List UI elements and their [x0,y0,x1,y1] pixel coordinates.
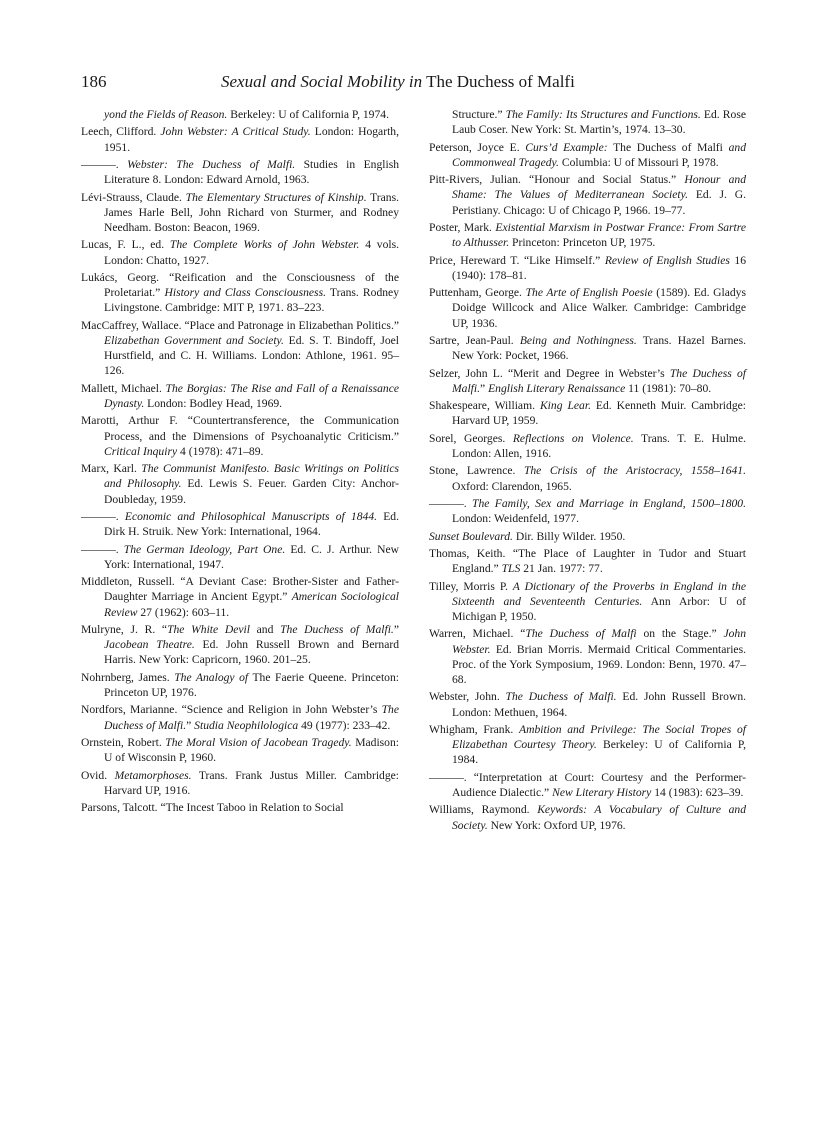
entry-title-text: Jacobean Theatre. [104,638,195,652]
page-number: 186 [81,72,107,91]
entry-text: London: Weidenfeld, 1977. [452,512,580,526]
entry-title-text: The Family, Sex and Marriage in England, 1500–1800. [472,496,746,510]
bibliography-entry [429,285,746,331]
entry-text: Sorel, Georges. [429,431,513,445]
bibliography-entry [429,431,746,461]
entry-text: Selzer, John L. “Merit and Degree in Webster’s [429,366,670,380]
entry-text: Warren, Michael. “ [429,627,526,641]
entry-title-text: The Duchess of Malfi. [104,703,399,732]
entry-title-text: King Lear. [539,399,591,413]
entry-text: Marx, Karl. [81,462,142,476]
entry-title-text: Economic and Philosophical Manuscripts of 1844. [124,509,378,523]
entry-title-text: The Duchess of Malfi. [280,622,394,636]
running-head-italic: Sexual and Social Mobility in [221,72,423,91]
entry-title-text: Webster: The Duchess of Malfi. [127,157,296,171]
entry-text: Mallett, Michael. [81,381,166,395]
entry-title-text: Elizabethan Government and Society. [104,333,284,347]
entry-text: Ed. Dirk H. Struik. New York: International, 1964. [104,509,399,539]
bibliography-entry [429,140,746,170]
entry-text: Berkeley: U of California P, 1974. [227,108,389,121]
bibliography-entry [429,107,746,137]
entry-title-text: The Complete Works of John Webster. [169,238,360,252]
entry-text: Shakespeare, William. [429,399,540,413]
entry-text: ———. [81,509,125,523]
entry-text: Lévi-Strauss, Claude. [81,190,186,204]
bibliography-entry [81,318,399,379]
entry-text: Ed. J. G. Peristiany. Chicago: U of Chicago P, 1966. 19–77. [452,188,746,217]
bibliography-entry [429,496,746,526]
entry-text: Nohrnberg, James. [81,670,175,684]
bibliography-entry [429,529,746,544]
entry-text: ———. [81,157,128,171]
bibliography-entry [429,253,746,283]
entry-text: Ed. C. J. Arthur. New York: International, 1947. [104,542,400,571]
entry-text: 16 (1940): 178–81. [452,253,746,282]
bibliography-entry [429,722,746,768]
bibliography-entry [429,802,746,832]
entry-text: 4 vols. London: Chatto, 1927. [104,238,400,267]
entry-text: Stone, Lawrence. [429,464,524,478]
entry-text: ———. [81,542,124,556]
entry-text: on the Stage.” [636,627,724,641]
entry-title-text: and Commonweal Tragedy. [452,140,746,169]
entry-text: Ed. Kenneth Muir. Cambridge: Harvard UP, 1959. [452,399,746,428]
entry-title-text: The Borgias: The Rise and Fall of a Renaissance Dynasty. [104,381,399,410]
entry-title-text: Studia Neophilologica [194,718,299,732]
entry-text: Mulryne, J. R. “ [81,622,168,636]
bibliography-entry [81,461,399,507]
entry-text: Ed. Brian Morris. Mermaid Critical Commentaries. Proc. of the York Symposium, 1969. London: Benn, 1970. 47–68. [452,642,746,686]
entry-text: Ed. Lewis S. Feuer. Garden City: Anchor-Doubleday, 1959. [104,477,399,506]
entry-text: ” [186,718,195,732]
bibliography-entry [429,220,746,250]
bibliography-entry [429,366,746,396]
entry-text: 4 (1978): 471–89. [177,444,264,458]
bibliography-entry [81,702,399,732]
entry-title-text: American Sociological Review [104,590,399,619]
entry-title-text: The Analogy of [174,670,249,684]
entry-text: The Duchess of Malfi [607,140,729,154]
entry-text: 11 (1981): 70–80. [625,381,712,395]
entry-text: Dir. Billy Wilder. 1950. [512,529,626,543]
entry-text: Peterson, Joyce E. [429,140,526,154]
entry-title-text: The Communist Manifesto. Basic Writings on Politics and Philosophy. [104,462,399,491]
bibliography-entry [429,579,746,625]
entry-title-text: History and Class Consciousness. [164,286,326,300]
entry-text: Lukács, Georg. “Reification and the Consciousness of the Proletariat.” [81,270,399,300]
entry-text: London: Bodley Head, 1969. [144,396,283,410]
entry-title-text: Critical Inquiry [104,444,178,458]
entry-text: Trans. T. E. Hulme. London: Allen, 1916. [452,431,746,460]
entry-title-text: The Duchess of Malfi. [452,366,746,395]
entry-text: Trans. Hazel Barnes. New York: Pocket, 1966. [452,333,746,363]
entry-text: (1589). Ed. Gladys Doidge Willcock and Alice Walker. Cambridge: Cambridge UP, 1936. [452,286,746,330]
entry-text: ” [393,622,399,636]
entry-title-text: Ambition and Privilege: The Social Tropes of Elizabethan Courtesy Theory. [452,722,746,752]
entry-title-text: Sunset Boulevard. [429,529,513,543]
entry-title-text: Being and Nothingness. [519,333,637,347]
entry-text: 21 Jan. 1977: 77. [520,562,603,576]
entry-title-text: Curs’d Example: [525,140,608,154]
entry-title-text: John Webster: A Critical Study. [160,125,311,139]
entry-text: ———. “Interpretation at Court: Courtesy and the Performer-Audience Dialectic.” [429,770,746,799]
entry-title-text: New Literary History [552,785,652,799]
entry-text: Puttenham, George. [429,286,526,300]
entry-title-text: The German Ideology, Part One. [123,542,286,556]
entry-text: Ed. John Russell Brown and Bernard Harris. New York: Capricorn, 1960. 201–25. [104,638,400,667]
entry-text: Whigham, Frank. [429,722,519,736]
entry-text: Ed. S. T. Bindoff, Joel Hurstfield, and C. H. Williams. London: Athlone, 1961. 95–126. [104,333,399,378]
entry-text: Ann Arbor: U of Michigan P, 1950. [452,594,746,623]
entry-text: Nordfors, Marianne. “Science and Religion in John Webster’s [81,703,382,717]
entry-text: Pitt-Rivers, Julian. “Honour and Social Status.” [429,173,685,187]
right-column [429,107,746,835]
bibliography-entry [429,398,746,428]
entry-title-text: The Crisis of the Aristocracy, 1558–1641. [523,464,746,478]
entry-text: Middleton, Russell. “A Deviant Case: Brother-Sister and Father-Daughter Marriage in Ancient Egypt.” [81,575,399,604]
entry-text: Trans. Rodney Livingstone. Cambridge: MIT P, 1971. 83–223. [104,286,399,315]
entry-text: Studies in English Literature 8. London: Edward Arnold, 1963. [104,157,399,187]
entry-text: Price, Hereward T. “Like Himself.” [429,253,605,267]
entry-text: Marotti, Arthur F. “Countertransference, the Communication Process, and the Dimensions of Psychoanalytic Criticism.” [81,414,399,443]
entry-text: Columbia: U of Missouri P, 1978. [558,155,719,169]
running-head [221,72,746,92]
running-head-roman: The Duchess of Malfi [426,72,575,91]
bibliography-entry [81,670,399,700]
entry-text: Princeton: Princeton UP, 1975. [509,236,656,250]
entry-text: ” [480,381,489,395]
entry-text: Webster, John. [429,690,506,704]
bibliography-entry [81,768,399,798]
bibliography-entry [81,574,399,620]
bibliography-entry [429,770,746,800]
entry-title-text: TLS [501,562,521,576]
bibliography-entry [429,333,746,363]
entry-text: Structure.” [452,108,506,121]
entry-text: Ed. Rose Laub Coser. New York: St. Martin’s, 1974. 13–30. [452,108,746,137]
entry-text: ———. [429,496,473,510]
entry-text: Leech, Clifford. [81,125,161,139]
entry-title-text: Keywords: A Vocabulary of Culture and Society. [452,803,747,832]
entry-title-text: yond the Fields of Reason. [104,108,228,121]
entry-text: MacCaffrey, Wallace. “Place and Patronage in Elizabethan Politics.” [81,318,399,332]
bibliography-entry [429,172,746,218]
entry-text: The Faerie Queene. Princeton: Princeton UP, 1976. [104,670,399,699]
entry-text: Parsons, Talcott. “The Incest Taboo in Relation to Social [81,801,344,815]
entry-title-text: John Webster. [452,627,746,656]
left-column [81,107,399,818]
page-header [81,72,746,94]
bibliography-entry [81,237,399,267]
entry-text: Trans. James Harle Bell, John Richard von Sturmer, and Rodney Needham. Boston: Beacon, 1969. [104,190,399,234]
bibliography-entry [81,107,399,122]
entry-title-text: Honour and Shame: The Values of Mediterranean Society. [452,173,746,202]
bibliography-entry [81,381,399,411]
entry-text: Ornstein, Robert. [81,735,166,749]
entry-title-text: The Elementary Structures of Kinship. [185,190,367,204]
entry-text: Lucas, F. L., ed. [81,238,170,252]
entry-title-text: The Arte of English Poesie [525,286,653,300]
entry-text: Madison: U of Wisconsin P, 1960. [104,735,399,765]
entry-text: London: Hogarth, 1951. [104,125,399,154]
bibliography-entry [81,190,399,236]
entry-title-text: Reflections on Violence. [512,431,634,445]
bibliography-entry [81,413,399,459]
entry-text: Williams, Raymond. [429,803,538,817]
entry-text: Thomas, Keith. “The Place of Laughter in Tudor and Stuart England.” [429,546,746,576]
entry-title-text: The Family: Its Structures and Functions. [505,108,701,121]
entry-text: Oxford: Clarendon, 1965. [452,479,572,493]
entry-text: New York: Oxford UP, 1976. [487,818,626,832]
entry-title-text: A Dictionary of the Proverbs in England in the Sixteenth and Seventeenth Centuries. [452,579,746,608]
entry-text: Poster, Mark. [429,220,496,234]
entry-title-text: The Moral Vision of Jacobean Tragedy. [165,735,352,749]
entry-text: 27 (1962): 603–11. [137,605,230,619]
bibliography-entry [429,546,746,576]
entry-text: 14 (1983): 623–39. [651,785,744,799]
bibliography-entry [429,463,746,493]
entry-title-text: Review of English Studies [604,253,730,267]
bibliography-entry [81,270,399,316]
bibliography-entry [81,509,399,539]
bibliography-entry [429,689,746,719]
bibliography-entry [81,622,399,668]
bibliography-entry [81,800,399,815]
entry-title-text: English Literary Renaissance [488,381,626,395]
bibliography-entry [429,626,746,687]
entry-text: and [249,622,281,636]
entry-title-text: The White Devil [167,622,250,636]
entry-text: Ovid. [81,768,115,782]
entry-title-text: The Duchess of Malfi [525,627,637,641]
entry-text: Berkeley: U of California P, 1984. [452,738,746,767]
entry-text: Tilley, Morris P. [429,579,513,593]
entry-text: 49 (1977): 233–42. [298,718,391,732]
bibliography-entry [81,124,399,154]
bibliography-entry [81,735,399,765]
entry-text: Trans. Frank Justus Miller. Cambridge: Harvard UP, 1916. [104,768,400,797]
entry-text: Sartre, Jean-Paul. [429,333,520,347]
entry-title-text: Existential Marxism in Postwar France: From Sartre to Althusser. [452,220,747,250]
entry-text: Ed. John Russell Brown. London: Methuen, 1964. [452,690,747,719]
bibliography-entry [81,157,399,187]
bibliography-entry [81,542,399,572]
entry-title-text: The Duchess of Malfi. [505,690,617,704]
entry-title-text: Metamorphoses. [114,768,192,782]
